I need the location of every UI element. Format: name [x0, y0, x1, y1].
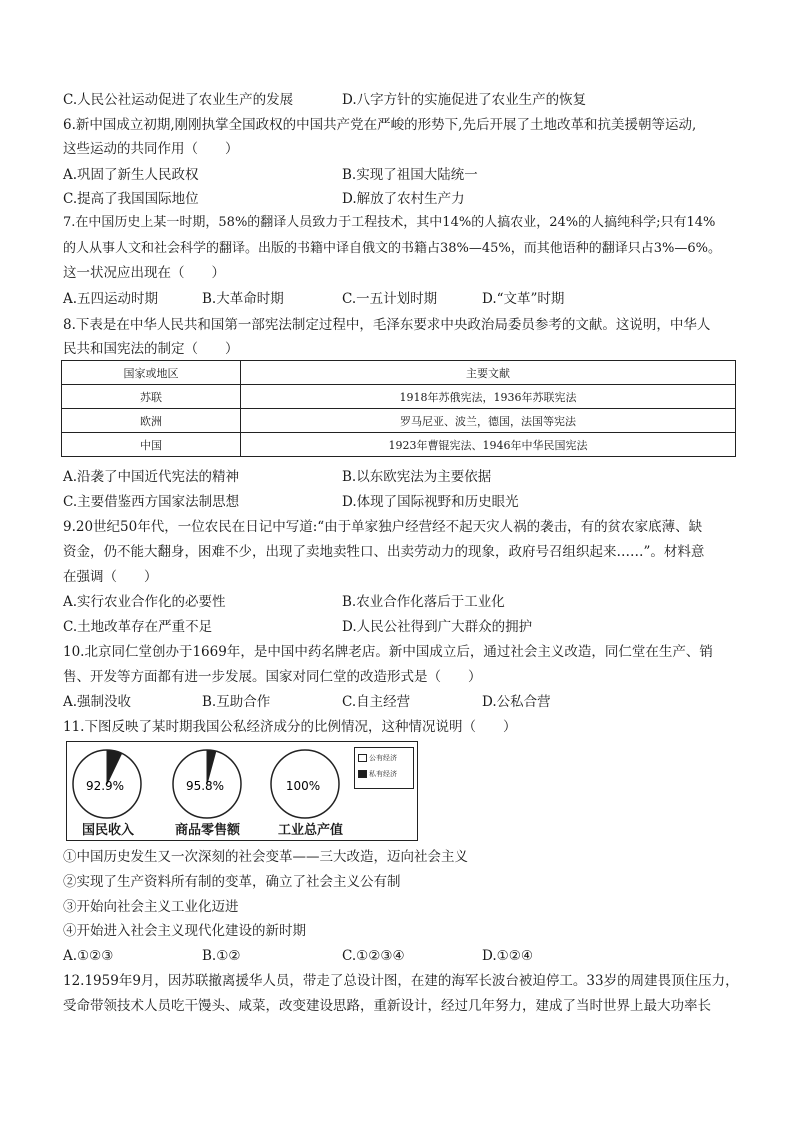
- table-row: [62, 433, 736, 457]
- legend-swatch-public: [358, 754, 367, 762]
- q10-option-a: A.强制没收: [63, 694, 132, 710]
- pie-label-national-income: 国民收入: [82, 823, 135, 838]
- q8-option-c: C.主要借鉴西方国家法制思想: [63, 494, 240, 510]
- table-header-documents: 主要文献: [241, 361, 736, 385]
- pie-label-industrial-output: 工业总产值: [278, 823, 344, 838]
- q6-stem-line-1: 6.新中国成立初期,刚刚执掌全国政权的中国共产党在严峻的形势下,先后开展了土地改革和抗美援朝等运动,: [63, 117, 697, 133]
- q7-stem-line-3: 这一状况应出现在（ ）: [63, 265, 225, 281]
- q10-option-d: D.公私合营: [482, 694, 551, 710]
- q9-option-d: D.人民公社得到广大群众的拥护: [342, 619, 533, 635]
- q9-option-b: B.农业合作化落后于工业化: [342, 594, 505, 610]
- legend-label-public: 公有经济: [369, 754, 397, 762]
- legend-label-private: 私有经济: [369, 770, 397, 778]
- q9-stem-line-1: 9.20世纪50年代，一位农民在日记中写道:“由于单家独户经营经不起天灾人祸的袭击，有的贫农家底薄、缺: [63, 519, 703, 535]
- table-row: [62, 385, 736, 409]
- q11-statement-4: ④开始进入社会主义现代化建设的新时期: [63, 923, 306, 939]
- table-cell-region: 苏联: [62, 385, 241, 409]
- pie-value-label: 92.9%: [85, 779, 125, 793]
- q11-option-d: D.①②④: [482, 948, 533, 964]
- table-header-row: [62, 361, 736, 385]
- q7-stem-line-2: 的人从事人文和社会科学的翻译。出版的书籍中译自俄文的书籍占38%—45%，而其他语种的翻译只占3%—6%。: [63, 241, 722, 256]
- pie-value-label: 95.8%: [185, 779, 225, 793]
- q6-option-a: A.巩固了新生人民政权: [63, 167, 199, 183]
- q7-option-a: A.五四运动时期: [63, 291, 159, 307]
- chart-legend: [354, 747, 414, 789]
- q8-stem-line-2: 民共和国宪法的制定（ ）: [63, 341, 239, 357]
- q12-stem-line-2: 受命带领技术人员吃干馒头、咸菜，改变建设思路，重新设计，经过几年努力，建成了当时世界上最大功率长: [63, 998, 711, 1014]
- legend-item-private: [358, 770, 397, 779]
- q8-option-a: A.沿袭了中国近代宪法的精神: [63, 469, 240, 485]
- q11-statement-2: ②实现了生产资料所有制的变革，确立了社会主义公有制: [63, 874, 401, 890]
- economy-pie-chart-figure: [66, 741, 418, 841]
- q5-option-d: D.八字方针的实施促进了农业生产的恢复: [342, 92, 587, 108]
- q7-option-b: B.大革命时期: [202, 291, 284, 307]
- q6-option-b: B.实现了祖国大陆统一: [342, 167, 478, 183]
- pie-label-retail-sales: 商品零售额: [175, 823, 241, 838]
- q8-option-d: D.体现了国际视野和历史眼光: [342, 494, 519, 510]
- q11-statement-1: ①中国历史发生又一次深刻的社会变革——三大改造，迈向社会主义: [63, 849, 468, 865]
- q9-option-c: C.土地改革存在严重不足: [63, 619, 213, 635]
- table-cell-documents: 1923年曹锟宪法、1946年中华民国宪法: [241, 433, 736, 457]
- q9-option-a: A.实行农业合作化的必要性: [63, 594, 226, 610]
- constitution-reference-table: [61, 360, 736, 457]
- table-cell-documents: 罗马尼亚、波兰，德国，法国等宪法: [241, 409, 736, 433]
- table-row: [62, 409, 736, 433]
- q8-stem-line-1: 8.下表是在中华人民共和国第一部宪法制定过程中，毛泽东要求中央政治局委员参考的文献。这说明，中华人: [63, 317, 711, 333]
- table-cell-region: 中国: [62, 433, 241, 457]
- q7-option-c: C.一五计划时期: [342, 291, 438, 307]
- q10-option-b: B.互助合作: [202, 694, 271, 710]
- q11-stem: 11.下图反映了某时期我国公私经济成分的比例情况，这种情况说明（ ）: [63, 719, 517, 735]
- q11-option-a: A.①②③: [63, 948, 114, 964]
- q5-option-c: C.人民公社运动促进了农业生产的发展: [63, 92, 294, 108]
- q11-option-b: B.①②: [202, 948, 241, 964]
- q10-stem-line-2: 售、开发等方面都有进一步发展。国家对同仁堂的改造形式是（ ）: [63, 669, 482, 685]
- q7-option-d: D.“文革”时期: [482, 291, 565, 307]
- q10-option-c: C.自主经营: [342, 694, 411, 710]
- table-header-region: 国家或地区: [62, 361, 241, 385]
- q11-statement-3: ③开始向社会主义工业化迈进: [63, 899, 239, 915]
- q7-stem-line-1: 7.在中国历史上某一时期，58%的翻译人员致力于工程技术，其中14%的人搞农业，24%的人搞纯科学;只有14%: [63, 215, 716, 230]
- legend-item-public: [358, 754, 397, 763]
- legend-swatch-private: [358, 770, 367, 778]
- q8-option-b: B.以东欧宪法为主要依据: [342, 469, 492, 485]
- table-cell-region: 欧洲: [62, 409, 241, 433]
- q9-stem-line-2: 资金，仍不能大翻身，困难不少，出现了卖地卖牲口、出卖劳动力的现象，政府号召组织起来……”。材料意: [63, 544, 705, 560]
- q6-option-c: C.提高了我国国际地位: [63, 191, 199, 207]
- pie-value-label: 100%: [285, 779, 321, 793]
- q6-stem-line-2: 这些运动的共同作用（ ）: [63, 141, 239, 157]
- q10-stem-line-1: 10.北京同仁堂创办于1669年，是中国中药名牌老店。新中国成立后，通过社会主义改造，同仁堂在生产、销: [63, 644, 713, 660]
- q6-option-d: D.解放了农村生产力: [342, 191, 465, 207]
- q9-stem-line-3: 在强调（ ）: [63, 569, 158, 585]
- q12-stem-line-1: 12.1959年9月，因苏联撤离援华人员，带走了总设计图，在建的海军长波台被迫停工。33岁的周建畏顶住压力，: [63, 973, 739, 989]
- q11-option-c: C.①②③④: [342, 948, 405, 964]
- table-cell-documents: 1918年苏俄宪法，1936年苏联宪法: [241, 385, 736, 409]
